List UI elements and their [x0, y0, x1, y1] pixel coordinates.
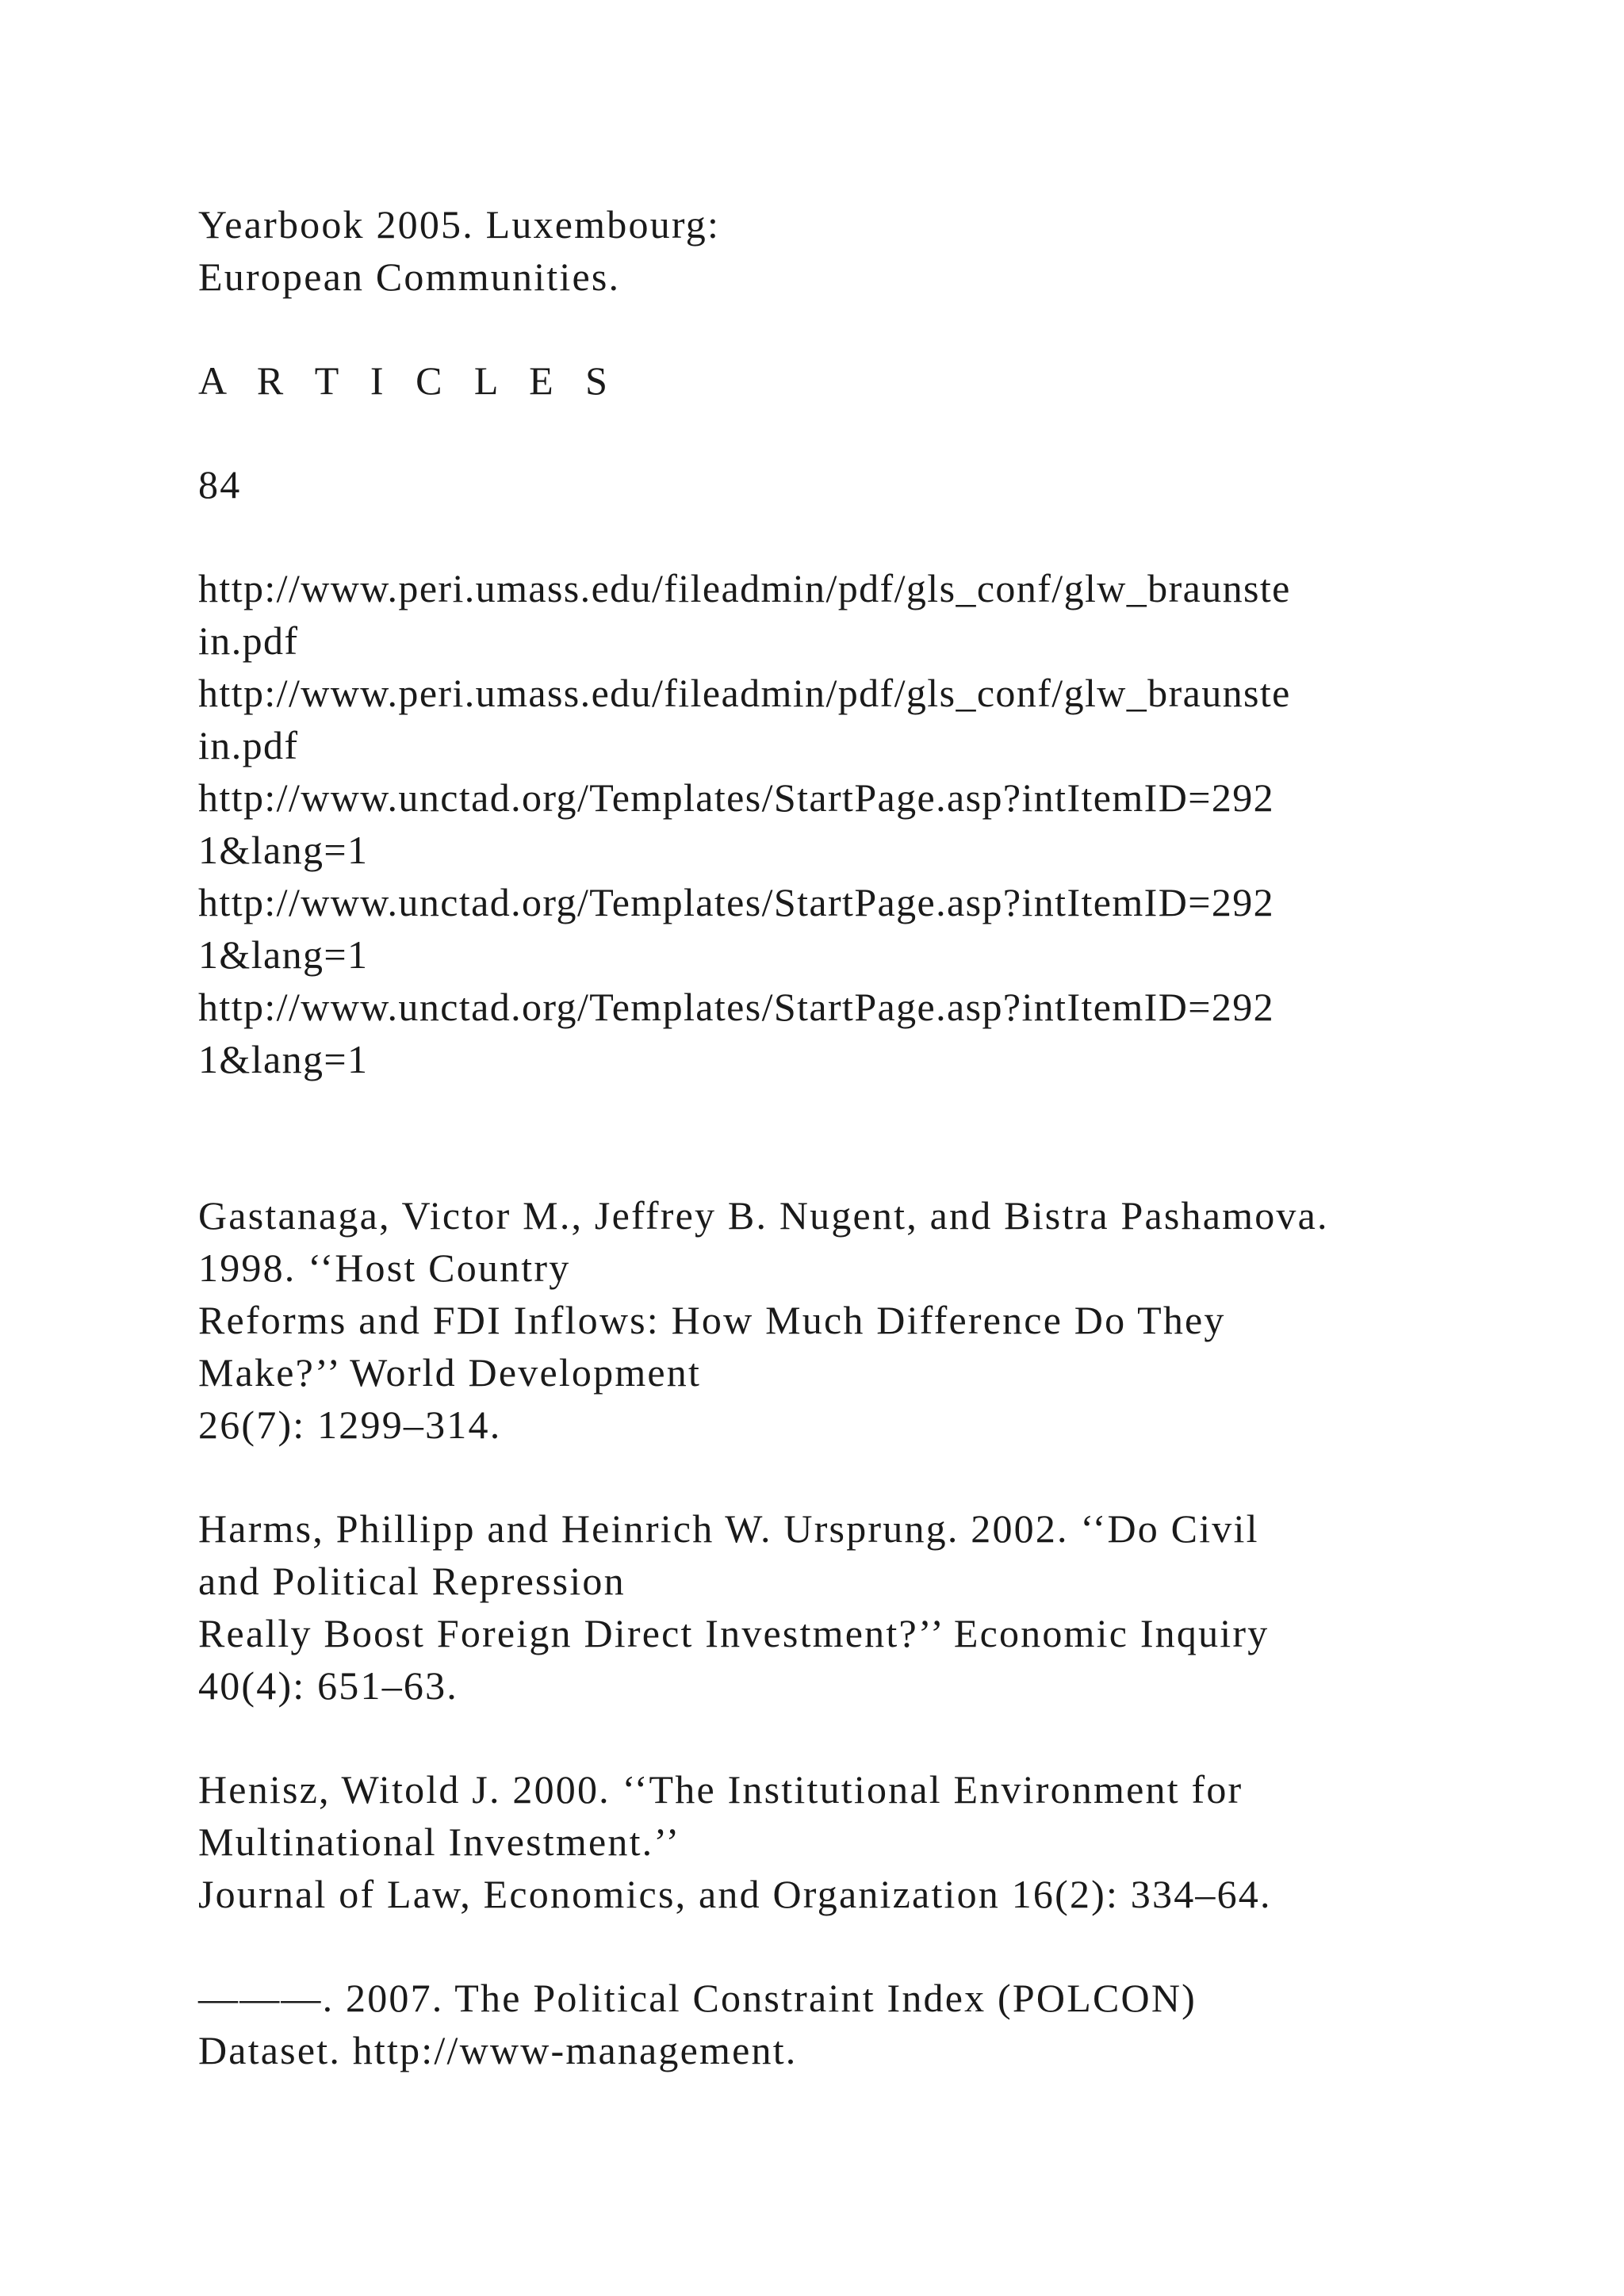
- reference-entry-line: Really Boost Foreign Direct Investment?’’ Economic Inquiry: [198, 1611, 1270, 1655]
- reference-entry-line: 40(4): 651–63.: [198, 1663, 458, 1708]
- reference-entry-line: Harms, Phillipp and Heinrich W. Ursprung. 2002. ‘‘Do Civil: [198, 1506, 1259, 1551]
- url-line: 1&lang=1: [198, 828, 369, 872]
- reference-entry-line: 1998. ‘‘Host Country: [198, 1246, 571, 1290]
- url-line: http://www.peri.umass.edu/fileadmin/pdf/gls_conf/glw_braunste: [198, 566, 1291, 610]
- reference-entry-line: Journal of Law, Economics, and Organization 16(2): 334–64.: [198, 1872, 1272, 1916]
- reference-entry-line: Henisz, Witold J. 2000. ‘‘The Institutional Environment for: [198, 1767, 1243, 1812]
- reference-entry-line: Gastanaga, Victor M., Jeffrey B. Nugent, and Bistra Pashamova.: [198, 1193, 1329, 1238]
- page-number: 84: [198, 462, 242, 507]
- reference-entry-line: ———. 2007. The Political Constraint Index (POLCON): [198, 1976, 1197, 2020]
- reference-continuation-line: Yearbook 2005. Luxembourg:: [198, 202, 721, 247]
- reference-entry-line: 26(7): 1299–314.: [198, 1402, 502, 1447]
- reference-entry-line: and Political Repression: [198, 1559, 626, 1603]
- reference-entry-line: Make?’’ World Development: [198, 1350, 702, 1395]
- url-line: in.pdf: [198, 723, 299, 767]
- reference-entry-line: Multinational Investment.’’: [198, 1820, 681, 1864]
- url-line: http://www.peri.umass.edu/fileadmin/pdf/gls_conf/glw_braunste: [198, 671, 1291, 715]
- url-line: http://www.unctad.org/Templates/StartPage.asp?intItemID=292: [198, 985, 1275, 1029]
- url-line: http://www.unctad.org/Templates/StartPage.asp?intItemID=292: [198, 775, 1275, 820]
- url-line: 1&lang=1: [198, 1037, 369, 1081]
- section-header: A R T I C L E S: [198, 358, 619, 403]
- reference-entry-line: Reforms and FDI Inflows: How Much Difference Do They: [198, 1298, 1226, 1342]
- url-line: http://www.unctad.org/Templates/StartPage.asp?intItemID=292: [198, 880, 1275, 924]
- reference-continuation-line: European Communities.: [198, 254, 621, 299]
- url-line: in.pdf: [198, 618, 299, 663]
- url-line: 1&lang=1: [198, 932, 369, 977]
- reference-entry-line: Dataset. http://www-management.: [198, 2028, 798, 2072]
